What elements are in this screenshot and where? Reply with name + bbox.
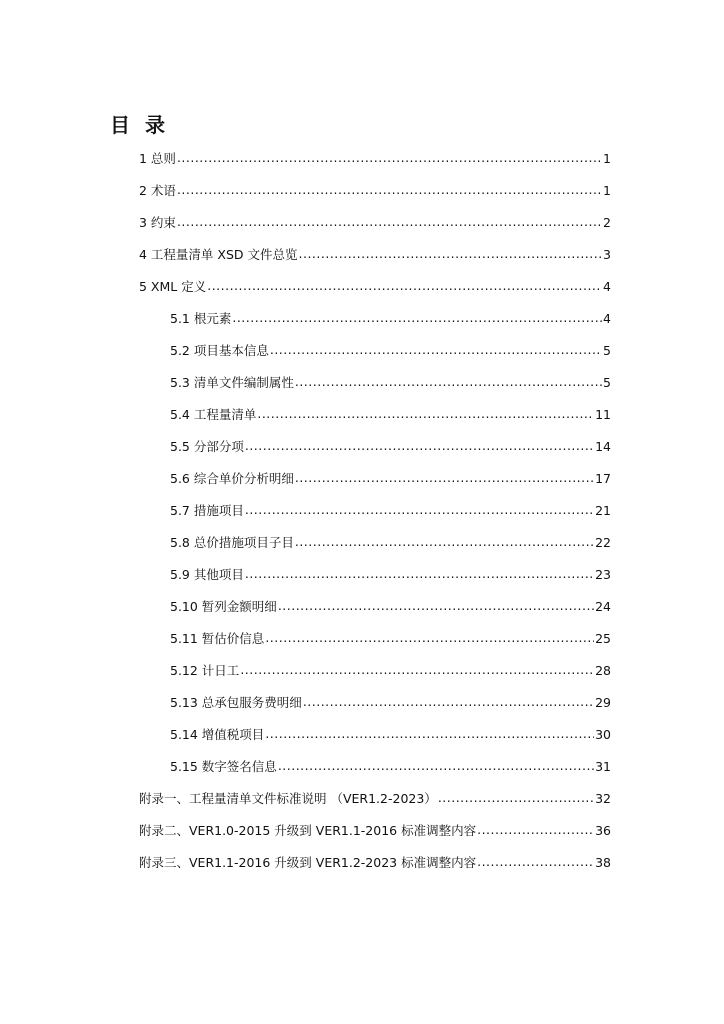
toc-entry-page-number: 11 bbox=[595, 407, 611, 422]
toc-entry-page-number: 17 bbox=[595, 471, 611, 486]
toc-entry-label: 5.2 项目基本信息 bbox=[170, 343, 269, 358]
toc-entry[interactable] bbox=[170, 691, 611, 711]
toc-dot-leader bbox=[240, 662, 594, 678]
toc-entry-page-number: 1 bbox=[603, 183, 611, 198]
toc-entry-label: 5.7 措施项目 bbox=[170, 503, 244, 518]
toc-entry-page-number: 31 bbox=[595, 759, 611, 774]
toc-entry[interactable] bbox=[170, 627, 611, 647]
toc-entry-label: 5.10 暂列金额明细 bbox=[170, 599, 277, 614]
toc-dot-leader bbox=[177, 150, 602, 166]
toc-entry-label: 5.4 工程量清单 bbox=[170, 407, 257, 422]
toc-entry[interactable] bbox=[170, 403, 611, 423]
toc-entry-page-number: 29 bbox=[595, 695, 611, 710]
toc-entry[interactable] bbox=[170, 371, 611, 391]
toc-dot-leader bbox=[270, 342, 602, 358]
toc-entry[interactable] bbox=[170, 467, 611, 487]
toc-entry-page-number: 1 bbox=[603, 151, 611, 166]
toc-entry-label: 5.13 总承包服务费明细 bbox=[170, 695, 302, 710]
toc-dot-leader bbox=[295, 374, 602, 390]
toc-entry[interactable] bbox=[139, 275, 611, 295]
toc-entry[interactable] bbox=[170, 531, 611, 551]
toc-entry-label: 5.15 数字签名信息 bbox=[170, 759, 277, 774]
toc-entry[interactable] bbox=[139, 179, 611, 199]
toc-entry-label: 2 术语 bbox=[139, 183, 176, 198]
toc-entry-label: 1 总则 bbox=[139, 151, 176, 166]
toc-dot-leader bbox=[299, 246, 603, 262]
toc-dot-leader bbox=[477, 822, 594, 838]
toc-entry-page-number: 32 bbox=[595, 791, 611, 806]
toc-dot-leader bbox=[177, 182, 602, 198]
toc-dot-leader bbox=[177, 214, 602, 230]
toc-entry-label: 5.3 清单文件编制属性 bbox=[170, 375, 294, 390]
toc-entry-page-number: 23 bbox=[595, 567, 611, 582]
toc-entry[interactable] bbox=[139, 819, 611, 839]
toc-entry-page-number: 5 bbox=[603, 375, 611, 390]
toc-entry-label: 5.11 暂估价信息 bbox=[170, 631, 265, 646]
toc-entry-label: 5.14 增值税项目 bbox=[170, 727, 265, 742]
toc-entry[interactable] bbox=[170, 563, 611, 583]
toc-entry-page-number: 2 bbox=[603, 215, 611, 230]
toc-dot-leader bbox=[295, 470, 594, 486]
toc-title: 目 录 bbox=[110, 113, 169, 137]
toc-entry-page-number: 30 bbox=[595, 727, 611, 742]
toc-dot-leader bbox=[245, 502, 594, 518]
toc-dot-leader bbox=[477, 854, 594, 870]
toc-entry-page-number: 36 bbox=[595, 823, 611, 838]
toc-entry[interactable] bbox=[139, 147, 611, 167]
toc-dot-leader bbox=[265, 630, 594, 646]
toc-dot-leader bbox=[245, 566, 594, 582]
toc-dot-leader bbox=[278, 598, 594, 614]
toc-entry[interactable] bbox=[170, 723, 611, 743]
toc-entry-page-number: 38 bbox=[595, 855, 611, 870]
toc-dot-leader bbox=[245, 438, 594, 454]
toc-entry-page-number: 21 bbox=[595, 503, 611, 518]
toc-dot-leader bbox=[232, 310, 602, 326]
toc-entry-label: 3 约束 bbox=[139, 215, 176, 230]
toc-entry-label: 5 XML 定义 bbox=[139, 279, 207, 294]
toc-entry-label: 5.1 根元素 bbox=[170, 311, 232, 326]
toc-entry-page-number: 4 bbox=[603, 311, 611, 326]
toc-entry[interactable] bbox=[170, 499, 611, 519]
toc-entry[interactable] bbox=[139, 851, 611, 871]
toc-entry[interactable] bbox=[170, 659, 611, 679]
toc-entry-page-number: 24 bbox=[595, 599, 611, 614]
toc-entry-page-number: 25 bbox=[595, 631, 611, 646]
toc-entry[interactable] bbox=[139, 243, 611, 263]
toc-entry[interactable] bbox=[139, 211, 611, 231]
toc-entry-label: 附录二、VER1.0-2015 升级到 VER1.1-2016 标准调整内容 bbox=[139, 823, 477, 838]
toc-dot-leader bbox=[303, 694, 594, 710]
toc-dot-leader bbox=[295, 534, 594, 550]
toc-entry-page-number: 28 bbox=[595, 663, 611, 678]
toc-entry-page-number: 4 bbox=[603, 279, 611, 294]
toc-entry-label: 附录三、VER1.1-2016 升级到 VER1.2-2023 标准调整内容 bbox=[139, 855, 477, 870]
toc-entry-label: 5.9 其他项目 bbox=[170, 567, 244, 582]
toc-entry[interactable] bbox=[170, 435, 611, 455]
toc-dot-leader bbox=[207, 278, 602, 294]
toc-entry[interactable] bbox=[170, 339, 611, 359]
toc-entry-page-number: 22 bbox=[595, 535, 611, 550]
toc-entry[interactable] bbox=[170, 595, 611, 615]
toc-entry[interactable] bbox=[170, 755, 611, 775]
toc-entry-page-number: 3 bbox=[603, 247, 611, 262]
toc-dot-leader bbox=[257, 406, 594, 422]
toc-entry-label: 4 工程量清单 XSD 文件总览 bbox=[139, 247, 298, 262]
toc-entry-label: 5.12 计日工 bbox=[170, 663, 240, 678]
toc-entry-label: 5.6 综合单价分析明细 bbox=[170, 471, 294, 486]
toc-dot-leader bbox=[265, 726, 594, 742]
toc-entry-label: 5.8 总价措施项目子目 bbox=[170, 535, 294, 550]
toc-entry[interactable] bbox=[139, 787, 611, 807]
toc-dot-leader bbox=[438, 790, 594, 806]
toc-entry-label: 5.5 分部分项 bbox=[170, 439, 244, 454]
toc-entry-page-number: 14 bbox=[595, 439, 611, 454]
toc-entry[interactable] bbox=[170, 307, 611, 327]
toc-entry-page-number: 5 bbox=[603, 343, 611, 358]
toc-dot-leader bbox=[278, 758, 594, 774]
toc-entry-label: 附录一、工程量清单文件标准说明 （VER1.2-2023） bbox=[139, 791, 437, 806]
